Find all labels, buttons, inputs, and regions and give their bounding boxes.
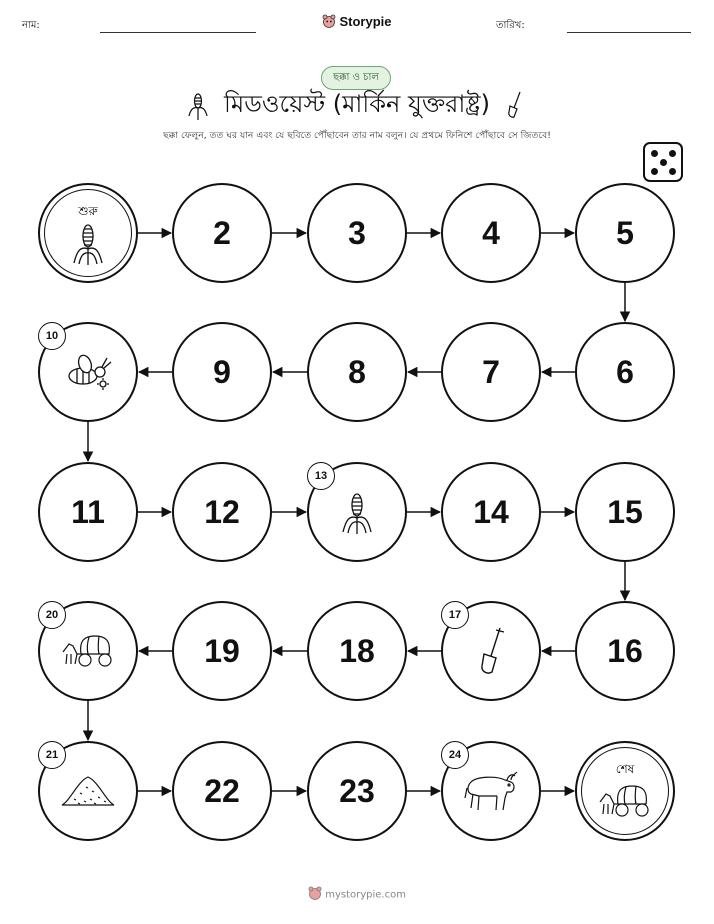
board-space-19	[172, 601, 272, 701]
space-number-tag: 24	[441, 741, 469, 769]
space-number: 9	[213, 353, 231, 390]
space-number: 12	[204, 493, 240, 530]
board-space-23	[307, 741, 407, 841]
page-title: মিডওয়েস্ট (মার্কিন যুক্তরাষ্ট্র)	[224, 90, 490, 118]
bee-icon	[63, 352, 113, 396]
board-space-12	[172, 462, 272, 562]
board-space-9	[172, 322, 272, 422]
corn-icon	[71, 219, 105, 271]
bison-icon	[463, 768, 519, 818]
board-space-17	[441, 601, 541, 701]
board-space-5	[575, 183, 675, 283]
space-number: 6	[616, 353, 634, 390]
covered-wagon-icon	[598, 782, 652, 824]
space-number: 5	[616, 214, 634, 251]
space-number: 15	[607, 493, 643, 530]
space-number: 22	[204, 772, 240, 809]
board-space-3	[307, 183, 407, 283]
date-label: তারিখ:	[496, 20, 525, 31]
board-space-24	[441, 741, 541, 841]
grain-pile-icon	[60, 773, 116, 813]
board-space-15	[575, 462, 675, 562]
board-space-14	[441, 462, 541, 562]
space-number: 11	[71, 493, 105, 530]
space-number: 4	[482, 214, 500, 251]
finish-label: শেষ	[615, 762, 635, 776]
board-space-11	[38, 462, 138, 562]
board-space-2	[172, 183, 272, 283]
board-space-22	[172, 741, 272, 841]
board-space-6	[575, 322, 675, 422]
footer	[0, 886, 714, 903]
space-number: 14	[473, 493, 509, 530]
space-number: 2	[213, 214, 231, 251]
space-number: 3	[348, 214, 366, 251]
space-number: 19	[204, 632, 240, 669]
space-number-tag: 10	[38, 322, 66, 350]
space-number-tag: 21	[38, 741, 66, 769]
covered-wagon-icon	[61, 632, 115, 674]
board-space-13	[307, 462, 407, 562]
board-space-18	[307, 601, 407, 701]
name-label: নাম:	[22, 20, 40, 31]
space-number: 18	[339, 632, 375, 669]
space-number-tag: 17	[441, 601, 469, 629]
board-space-8	[307, 322, 407, 422]
board-space-25	[575, 741, 675, 841]
space-number-tag: 20	[38, 601, 66, 629]
board-space-16	[575, 601, 675, 701]
board-space-10	[38, 322, 138, 422]
space-number-tag: 13	[307, 462, 335, 490]
board-space-21	[38, 741, 138, 841]
board-space-20	[38, 601, 138, 701]
corn-icon	[340, 488, 374, 540]
space-number: 8	[348, 353, 366, 390]
storypie-mascot-icon	[308, 886, 322, 903]
footer-url: mystorypie.com	[325, 889, 406, 901]
game-type-badge: ছক্কা ও চাল	[321, 66, 391, 90]
board-space-4	[441, 183, 541, 283]
board-space-1	[38, 183, 138, 283]
shovel-icon	[474, 624, 508, 682]
board-space-7	[441, 322, 541, 422]
instructions: ছক্কা ফেলুন, তত ঘর যান এবং যে ছবিতে পৌঁছাবেন তার নাম বলুন। যে প্রথমে ফিনিশে পৌঁছাবে সে জিতবে!	[163, 130, 551, 141]
space-number: 23	[339, 772, 375, 809]
start-label: শুরু	[78, 204, 98, 218]
brand-name: Storypie	[339, 14, 392, 29]
space-number: 7	[482, 353, 500, 390]
space-number: 16	[607, 632, 643, 669]
